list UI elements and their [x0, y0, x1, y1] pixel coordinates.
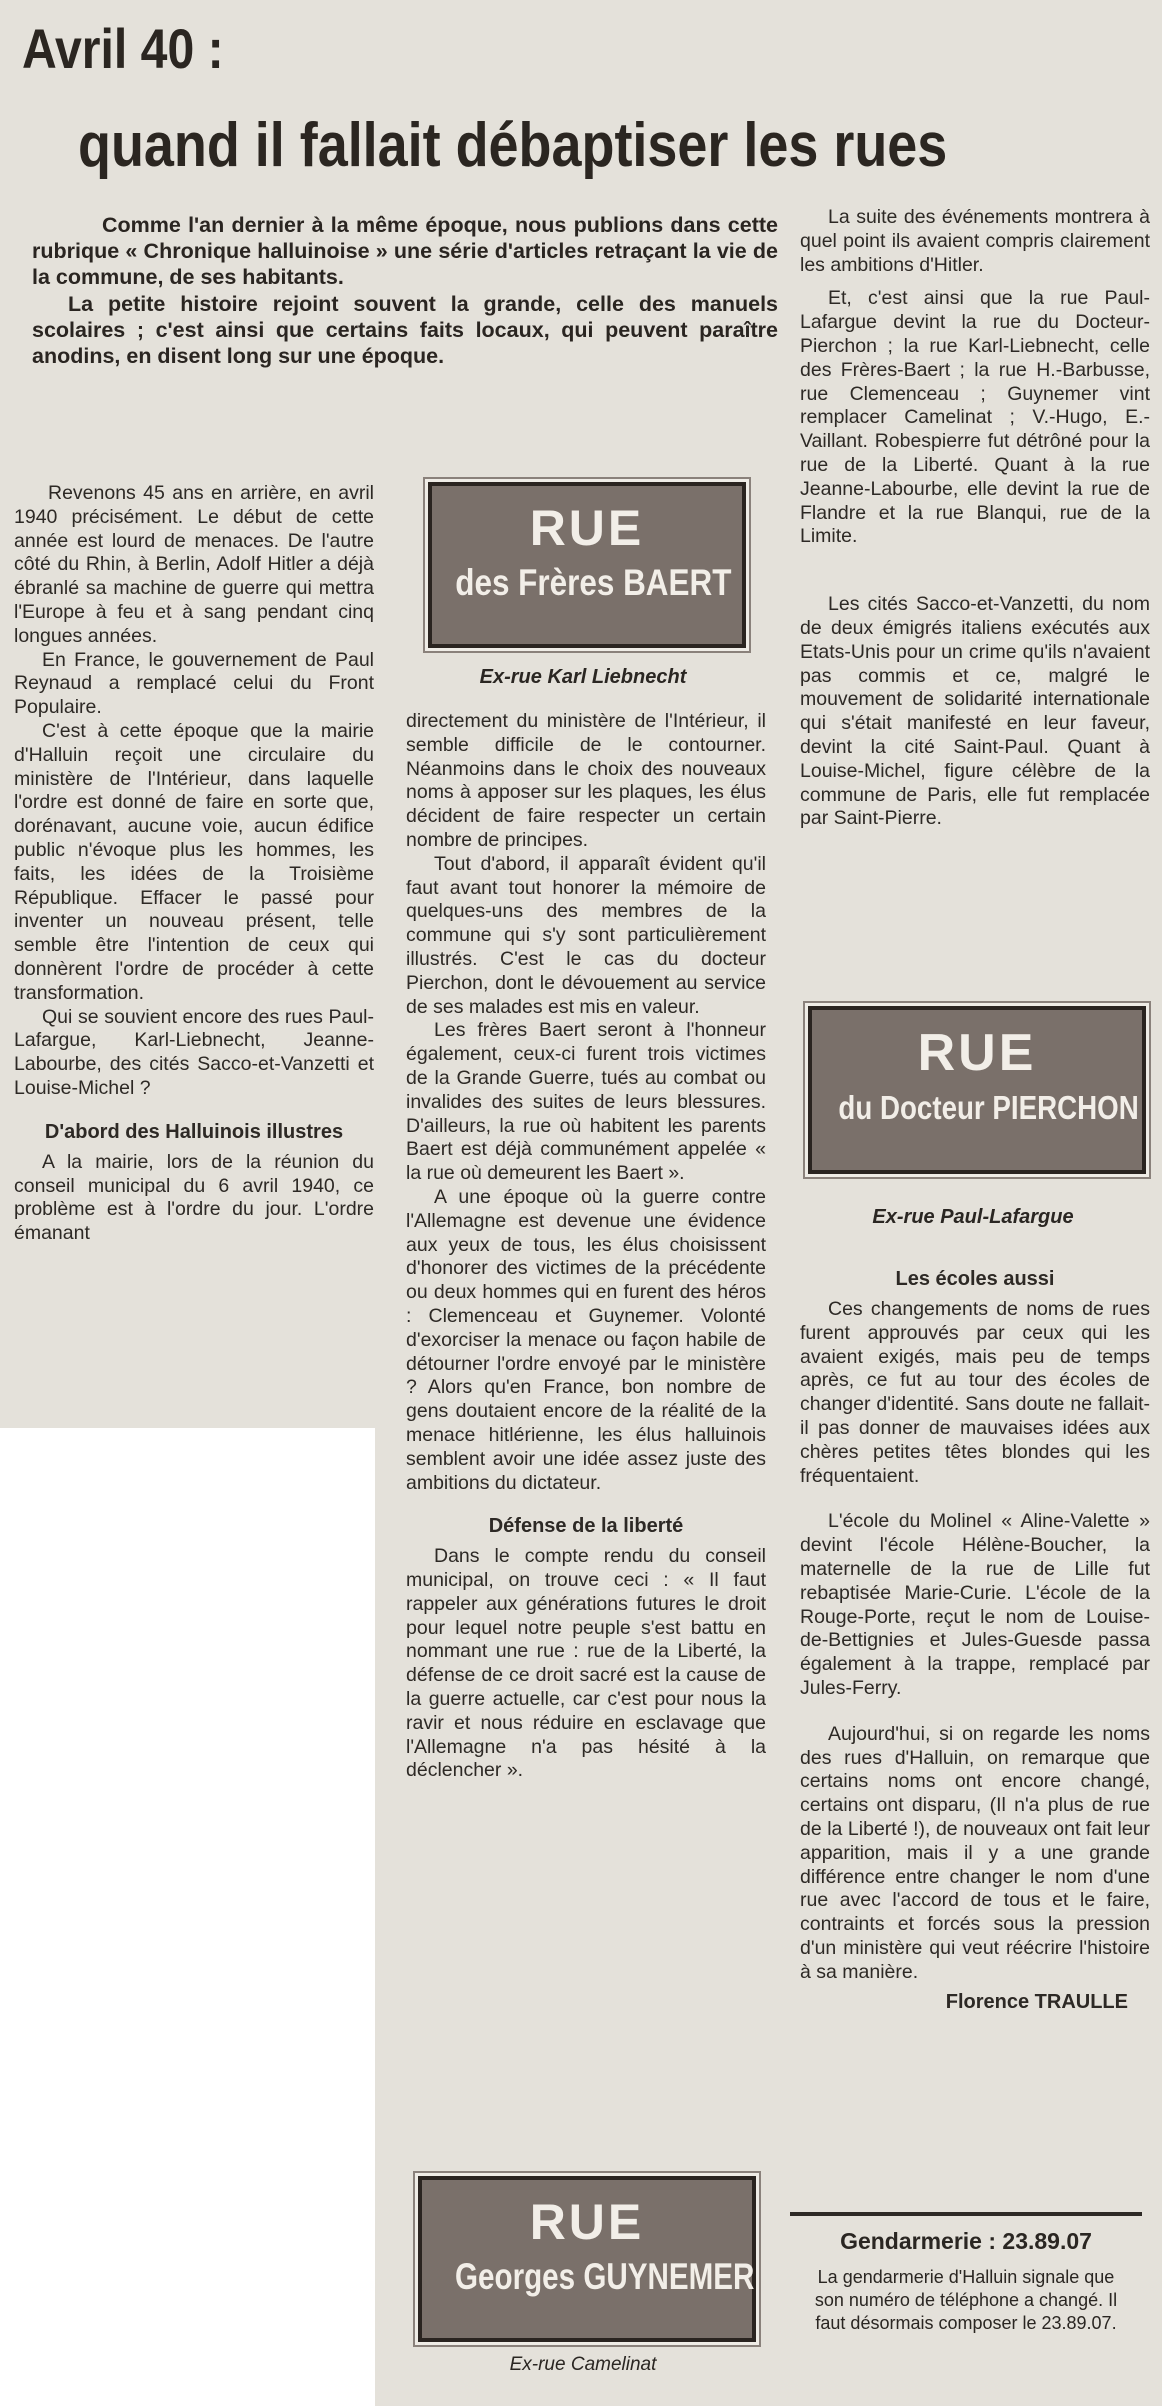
- paragraph: Les cités Sacco-et-Vanzetti, du nom de deux émigrés italiens exécutés aux Etats-Unis pour un crime qu'ils n'avaient pas commis et ce, malgré le mouvement de solidarité internationale qui s'était manifesté en leur faveur, devint la cité Saint-Paul. Quant à Louise-Michel, figure célèbre de la commune de Paris, elle fut remplacée par Saint-Pierre.: [800, 593, 1150, 830]
- paragraph: En France, le gouvernement de Paul Reynaud a remplacé celui du Front Populaire.: [14, 648, 374, 719]
- intro-paragraph: La petite histoire rejoint souvent la grande, celle des manuels scolaires ; c'est ainsi que certains faits locaux, qui peuvent paraître anodins, en disent long sur une époque.: [32, 291, 778, 369]
- subheading: Défense de la liberté: [488, 1515, 684, 1538]
- sign-name: du Docteur PIERCHON: [838, 1089, 1139, 1126]
- intro-paragraph: Comme l'an dernier à la même époque, nous publions dans cette rubrique « Chronique halluinoise » une série d'articles retraçant la vie de la commune, de ses habitants.: [32, 213, 778, 290]
- photo-caption: Ex-rue Karl Liebnecht: [479, 666, 687, 688]
- sign-label: RUE: [917, 1024, 1037, 1082]
- photo-caption: Ex-rue Camelinat: [509, 2354, 657, 2375]
- article-column-3: [800, 206, 1150, 831]
- subheading: D'abord des Halluinois illustres: [44, 1120, 344, 1143]
- paragraph: Tout d'abord, il apparaît évident qu'il faut avant tout honorer la mémoire de quelques-uns des membres de la commune qui s'y sont particulièrement illustrés. C'est le cas du docteur Pierchon, dont le dévouement au service de ses malades est mis en valeur.: [406, 852, 766, 1018]
- sign-label: RUE: [529, 2194, 645, 2250]
- paragraph: A une époque où la guerre contre l'Allemagne est devenue une évidence aux yeux de tous, les élus choisissent d'honorer des victimes de la précédente ou deux hommes qui en furent des héros : Clemenceau et Guynemer. Volonté d'exorciser la menace ou façon habile de détourner l'ordre envoyé par le ministère ? Alors qu'en France, bon nombre de gens doutaient encore de la réalité de la menace hitlérienne, les élus halluinois semblent avoir une idée assez juste des ambitions du dictateur.: [406, 1185, 766, 1494]
- street-sign-image: [808, 1006, 1146, 1174]
- paragraph: Revenons 45 ans en arrière, en avril 1940 précisément. Le début de cette année est lourd de menaces. De l'autre côté du Rhin, à Berlin, Adolf Hitler a déjà ébranlé sa machine de guerre qui mettra l'Europe à feu et à sang pendant cinq longues années.: [14, 482, 374, 647]
- blank-margin: [0, 1428, 375, 2406]
- paragraph: directement du ministère de l'Intérieur, il semble difficile de le contourner. Néanmoins dans le choix des nouveaux noms à apposer sur les plaques, les élus décident de faire respecter un certain nombre de principes.: [406, 710, 766, 851]
- paragraph: Qui se souvient encore des rues Paul-Lafargue, Karl-Liebnecht, Jeanne-Labourbe, des cités Sacco-et-Vanzetti et Louise-Michel ?: [14, 1005, 374, 1099]
- article-column-2: [406, 710, 766, 1783]
- paragraph: Aujourd'hui, si on regarde les noms des rues d'Halluin, on remarque que certains noms ont encore changé, certains ont disparu, (Il n'a plus de rue de la Liberté !), de nouveaux ont fait leur apparition, mais il y a une grande différence entre changer le nom d'une rue avec l'accord de tous et le faire, contraints et forcés sous la pression d'un ministère qui veut réécrire l'histoire à sa manière.: [800, 1722, 1150, 1983]
- blank-edge: [1162, 0, 1172, 2406]
- article-column-1: [14, 482, 374, 1246]
- street-sign-image: [418, 2176, 756, 2342]
- paragraph: La suite des événements montrera à quel point ils avaient compris clairement les ambitions d'Hitler.: [800, 206, 1150, 276]
- article-kicker: Avril 40 :: [22, 17, 224, 80]
- brief-title: Gendarmerie : 23.89.07: [840, 2228, 1092, 2254]
- subheading: Les écoles aussi: [895, 1268, 1055, 1290]
- photo-caption: Ex-rue Paul-Lafargue: [872, 1206, 1074, 1228]
- news-brief: [790, 2212, 1142, 2335]
- article-column-3-continued: [800, 1266, 1150, 2014]
- paragraph: Les frères Baert seront à l'honneur également, ceux-ci furent trois victimes de la Grande Guerre, tués au combat ou invalides des suites de leurs blessures. D'ailleurs, la rue où habitent les parents Baert est déjà communément appelée « la rue où demeurent les Baert ».: [406, 1019, 766, 1185]
- sign-label: RUE: [529, 500, 645, 556]
- brief-text: La gendarmerie d'Halluin signale que son numéro de téléphone a changé. Il faut désormais composer le 23.89.07.: [814, 2267, 1118, 2333]
- paragraph: Et, c'est ainsi que la rue Paul-Lafargue devint la rue du Docteur-Pierchon ; la rue Karl-Liebnecht, celle des Frères-Baert ; la rue H.-Barbusse, rue Clemenceau ; Guynemer vint remplacer Camelinat ; V.-Hugo, E.-Vaillant. Robespierre fut détrôné pour la rue de la Liberté. Quant à la rue Jeanne-Labourbe, elle devint la rue de Flandre et la rue Blanqui, rue de la Limite.: [800, 287, 1150, 548]
- paragraph: Dans le compte rendu du conseil municipal, on trouve ceci : « Il faut rappeler aux générations futures le droit pour lequel notre peuple s'est battu en nommant une rue : rue de la Liberté, la défense de ce droit sacré est la cause de la guerre actuelle, car c'est pour nous la ravir et nous réduire en esclavage que l'Allemagne n'a pas hésité à la déclencher ».: [406, 1545, 766, 1782]
- article-intro: [32, 212, 778, 369]
- paragraph: A la mairie, lors de la réunion du conseil municipal du 6 avril 1940, ce problème est à l'ordre du jour. L'ordre émanant: [14, 1150, 374, 1245]
- article-headline: quand il fallait débaptiser les rues: [78, 111, 948, 180]
- paragraph: L'école du Molinel « Aline-Valette » devint l'école Hélène-Boucher, la maternelle de la rue de Lille fut rebaptisée Marie-Curie. L'école de la Rouge-Porte, reçut le nom de Louise-de-Bettignies et Jules-Guesde passa également à la trappe, remplacé par Jules-Ferry.: [800, 1510, 1150, 1699]
- sign-name: Georges GUYNEMER: [455, 2256, 755, 2297]
- sign-name: des Frères BAERT: [455, 562, 732, 603]
- paragraph: C'est à cette époque que la mairie d'Halluin reçoit une circulaire du ministère de l'Intérieur, dans laquelle l'ordre est donné de faire en sorte que, dorénavant, aucune voie, aucun édifice public n'évoque plus les hommes, les faits, les idées de la Troisième République. Effacer le passé pour inventer un nouveau présent, telle semble être l'intention de ceux qui donnèrent l'ordre de procéder à cette transformation.: [14, 719, 374, 1004]
- paragraph: Ces changements de noms de rues furent approuvés par ceux qui les avaient exigés, mais peu de temps après, ce fut au tour des écoles de changer d'identité. Sans doute ne fallait-il pas donner de mauvaises idées aux chères petites têtes blondes qui les fréquentaient.: [800, 1298, 1150, 1487]
- author-signature: Florence TRAULLE: [945, 1990, 1128, 2013]
- street-sign-image: [428, 482, 746, 648]
